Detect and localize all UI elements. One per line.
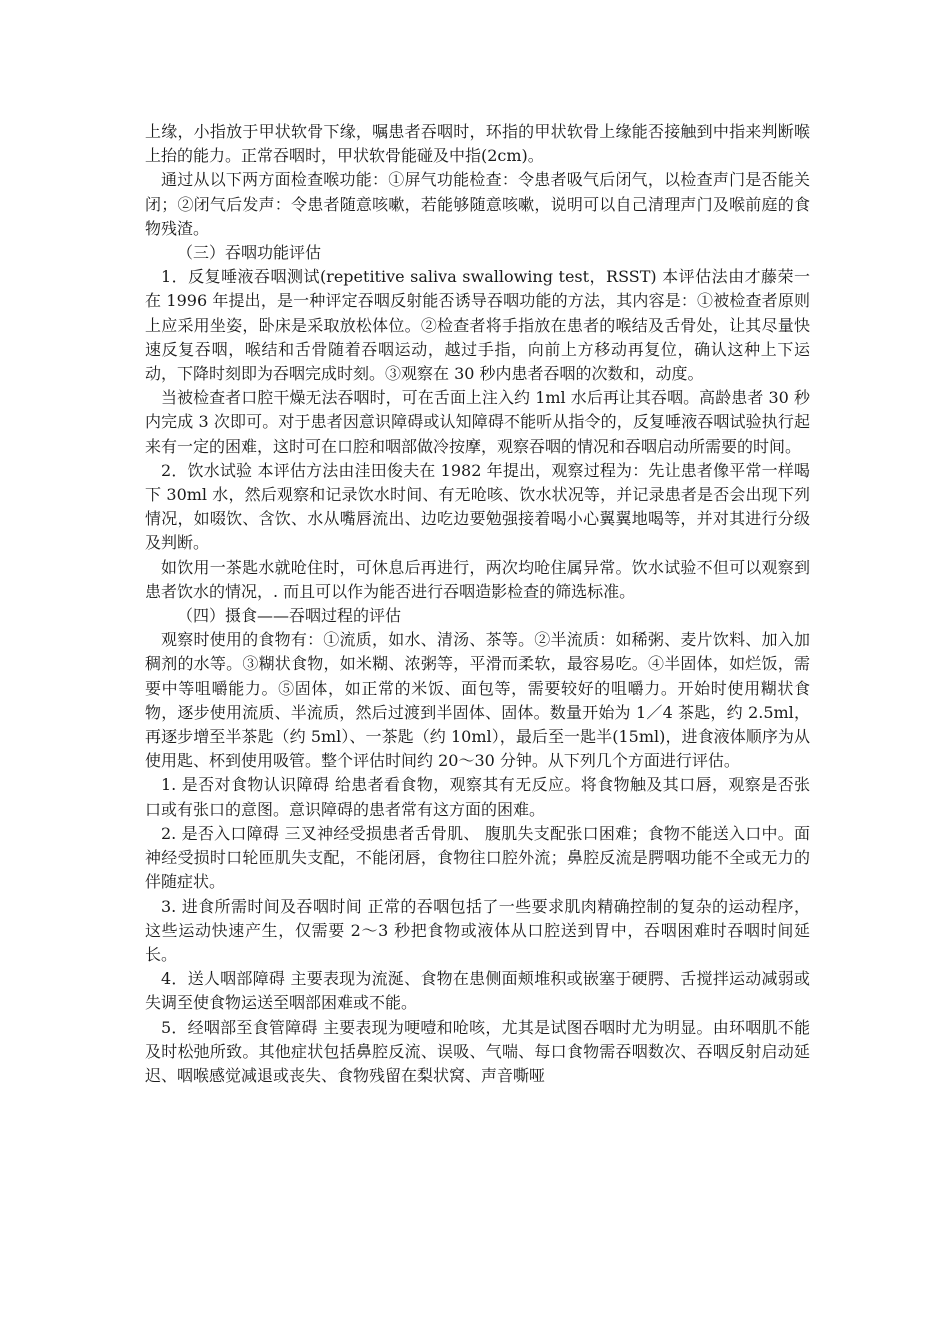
paragraph-dry-mouth: 当被检查者口腔干燥无法吞咽时，可在舌面上注入约 1ml 水后再让其吞咽。高龄患者 30 秒内完成 3 次即可。对于患者因意识障碍或认知障碍不能听从指令的，反复唾液吞咽试验执行起来有一定的困难，这时可在口腔和咽部做冷按摩，观察吞咽的情况和吞咽启动所需要的时间。 bbox=[145, 388, 810, 456]
paragraph-item-4: 4．送人咽部障碍 主要表现为流涎、食物在患侧面颊堆积或嵌塞于硬腭、舌搅拌运动减弱或失调至使食物运送至咽部困难或不能。 bbox=[145, 969, 810, 1013]
paragraph-item-5: 5．经咽部至食管障碍 主要表现为哽噎和呛咳，尤其是试图吞咽时尤为明显。由环咽肌不能及时松弛所致。其他症状包括鼻腔反流、误吸、气喘、每口食物需吞咽数次、吞咽反射启动延迟、咽喉感觉减退或丧失、食物残留在梨状窝、声音嘶哑 bbox=[145, 1017, 810, 1085]
paragraph-larynx-elevation: 上缘，小指放于甲状软骨下缘，嘱患者吞咽时，环指的甲状软骨上缘能否接触到中指来判断喉上抬的能力。正常吞咽时，甲状软骨能碰及中指(2cm)。 bbox=[145, 122, 810, 166]
paragraph-larynx-function: 通过从以下两方面检查喉功能：①屏气功能检查：令患者吸气后闭气，以检查声门是否能关闭；②闭气后发声：令患者随意咳嗽，若能够随意咳嗽，说明可以自己清理声门及喉前庭的食物残渣。 bbox=[145, 170, 810, 238]
paragraph-item-2: 2. 是否入口障碍 三叉神经受损患者舌骨肌、 腹肌失支配张口困难；食物不能送入口中。面神经受损时口轮匝肌失支配，不能闭唇，食物往口腔外流；鼻腔反流是腭咽功能不全或无力的伴随症状。 bbox=[145, 823, 810, 892]
paragraph-item-3: 3. 进食所需时间及吞咽时间 正常的吞咽包括了一些要求肌肉精确控制的复杂的运动程序，这些运动快速产生，仅需要 2～3 秒把食物或液体从口腔送到胃中，吞咽困难时吞咽时间延长。 bbox=[145, 896, 810, 964]
paragraph-item-1: 1. 是否对食物认识障碍 给患者看食物，观察其有无反应。将食物触及其口唇，观察是否张口或有张口的意图。意识障碍的患者常有这方面的困难。 bbox=[145, 775, 810, 819]
paragraph-water-test-note: 如饮用一茶匙水就呛住时，可休息后再进行，两次均呛住属异常。饮水试验不但可以观察到患者饮水的情况，. 而且可以作为能否进行吞咽造影检查的筛选标准。 bbox=[145, 557, 810, 601]
paragraph-rsst: 1．反复唾液吞咽测试(repetitive saliva swallowing test，RSST) 本评估法由才藤荣一在 1996 年提出，是一种评定吞咽反射能否诱导吞咽功能的方法，其内容是：①被检查者原则上应采用坐姿，卧床是采取放松体位。②检查者将手指放在患者的喉结及舌骨处，让其尽量快速反复吞咽，喉结和舌骨随着吞咽运动，越过手指，向前上方移动再复位，确认这种上下运动，下降时刻即为吞咽完成时刻。③观察在 30 秒内患者吞咽的次数和，动度。 bbox=[145, 267, 810, 384]
document-body bbox=[145, 120, 810, 1088]
section-heading-swallow-assessment: （三）吞咽功能评估 bbox=[177, 243, 322, 263]
paragraph-food-types: 观察时使用的食物有：①流质，如水、清汤、茶等。②半流质：如稀粥、麦片饮料、加入加稠剂的水等。③糊状食物，如米糊、浓粥等，平滑而柔软，最容易吃。④半固体，如烂饭，需要中等咀嚼能力。⑤固体，如正常的米饭、面包等，需要较好的咀嚼力。开始时使用糊状食物，逐步使用流质、半流质，然后过渡到半固体、固体。数量开始为 1／4 茶匙，约 2.5ml，再逐步增至半茶匙（约 5ml）、一茶匙（约 10ml），最后至一匙半(15ml)，进食液体顺序为从使用匙、杯到使用吸管。整个评估时间约 20～30 分钟。从下列几个方面进行评估。 bbox=[145, 630, 810, 771]
section-heading-feeding-assessment: （四）摄食——吞咽过程的评估 bbox=[177, 606, 402, 626]
paragraph-water-test: 2．饮水试验 本评估方法由洼田俊夫在 1982 年提出，观察过程为：先让患者像平常一样喝下 30ml 水，然后观察和记录饮水时间、有无呛咳、饮水状况等，并记录患者是否会出现下列情况，如啜饮、含饮、水从嘴唇流出、边吃边要勉强接着喝小心翼翼地喝等，并对其进行分级及判断。 bbox=[145, 460, 810, 553]
